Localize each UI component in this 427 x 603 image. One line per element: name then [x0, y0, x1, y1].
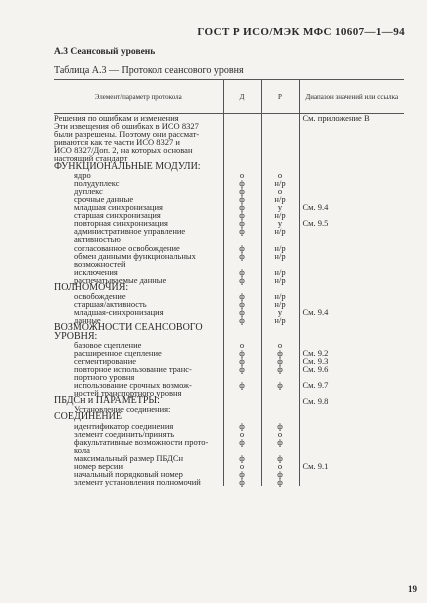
row-d-cell: о	[223, 430, 261, 438]
row-r-cell: о	[261, 341, 299, 349]
row-range-cell: См. 9.4	[299, 308, 404, 316]
row-r-cell: н/р	[261, 195, 299, 203]
row-d-cell	[223, 122, 261, 130]
row-range-cell: См. 9.7	[299, 381, 404, 389]
row-element-cell: начальный порядковый номер	[74, 469, 183, 480]
column-header-r: Р	[261, 80, 299, 114]
row-r-cell	[261, 405, 299, 413]
row-element-cell: Решения по ошибкам и изменения	[54, 113, 179, 123]
row-element-cell: распечатываемые данные	[74, 274, 167, 285]
row-range-cell: См. 9.6	[299, 365, 404, 373]
row-r-cell	[261, 130, 299, 138]
row-r-cell	[261, 324, 299, 332]
row-range-cell	[299, 138, 404, 146]
row-range-cell	[299, 470, 404, 478]
row-r-cell: н/р	[261, 316, 299, 324]
row-element-cell: активностью	[74, 234, 121, 245]
row-r-cell: ф	[261, 381, 299, 389]
row-range-cell	[299, 422, 404, 430]
table-row	[54, 438, 404, 446]
row-element-cell: настоящий стандарт	[54, 153, 128, 164]
row-range-cell	[299, 405, 404, 413]
row-r-cell: о	[261, 187, 299, 195]
row-r-cell	[261, 138, 299, 146]
row-element-cell: ВОЗМОЖНОСТИ СЕАНСОВОГО	[54, 322, 203, 334]
row-r-cell	[261, 146, 299, 154]
row-range-cell	[299, 146, 404, 154]
row-d-cell	[223, 114, 261, 123]
row-d-cell: ф	[223, 219, 261, 227]
protocol-table	[54, 79, 404, 486]
row-d-cell: ф	[223, 316, 261, 324]
row-element-cell: использование срочных возмож-	[74, 380, 192, 391]
row-element-cell: элемент соединить/принять	[74, 428, 175, 439]
row-element-cell: максимальный размер ПБДСн	[74, 452, 184, 463]
row-r-cell: о	[261, 462, 299, 470]
row-d-cell: ф	[223, 211, 261, 219]
row-element-cell: ностей транспортного уровня	[74, 388, 182, 399]
row-element-cell: дуплекс	[74, 185, 103, 196]
row-d-cell: ф	[223, 308, 261, 316]
row-d-cell: о	[223, 341, 261, 349]
row-range-cell: См. 9.1	[299, 462, 404, 470]
row-r-cell: н/р	[261, 300, 299, 308]
row-range-cell	[299, 163, 404, 171]
table-row	[54, 324, 404, 332]
row-r-cell: ф	[261, 454, 299, 462]
row-d-cell: ф	[223, 357, 261, 365]
row-d-cell: ф	[223, 438, 261, 446]
row-d-cell: ф	[223, 381, 261, 389]
row-r-cell: ф	[261, 422, 299, 430]
row-range-cell: См. 9.3	[299, 357, 404, 365]
row-d-cell: о	[223, 171, 261, 179]
row-range-cell	[299, 478, 404, 486]
row-element-cell: повторное использование транс-	[74, 363, 192, 374]
row-d-cell: ф	[223, 422, 261, 430]
row-d-cell	[223, 130, 261, 138]
row-d-cell	[223, 397, 261, 405]
row-d-cell	[223, 405, 261, 413]
row-r-cell	[261, 154, 299, 162]
table-body	[54, 114, 404, 487]
row-element-cell: младшая синхронизация	[74, 202, 163, 213]
row-range-cell	[299, 122, 404, 130]
row-range-cell: См. приложение В	[299, 114, 404, 123]
row-d-cell: ф	[223, 292, 261, 300]
row-element-cell: возможностей	[74, 258, 126, 269]
row-d-cell: ф	[223, 300, 261, 308]
row-r-cell: н/р	[261, 179, 299, 187]
row-element-cell: старшая/активность	[74, 299, 147, 310]
row-element-cell: старшая синхронизация	[74, 210, 161, 221]
row-element-cell: СОЕДИНЕНИЕ	[54, 411, 122, 423]
row-range-cell	[299, 430, 404, 438]
row-d-cell	[223, 138, 261, 146]
row-element-cell: ПОЛНОМОЧИЯ:	[54, 281, 129, 293]
row-r-cell: ф	[261, 470, 299, 478]
row-range-cell: См. 9.2	[299, 349, 404, 357]
row-element-cell: расширенное сцепление	[74, 347, 162, 358]
row-range-cell	[299, 413, 404, 421]
row-element-cell: данные	[74, 315, 101, 326]
section-title: А.3 Сеансовый уровень	[54, 47, 156, 57]
row-r-cell	[261, 122, 299, 130]
row-d-cell: ф	[223, 478, 261, 486]
row-d-cell: ф	[223, 179, 261, 187]
row-r-cell: ф	[261, 478, 299, 486]
row-range-cell	[299, 187, 404, 195]
row-r-cell: н/р	[261, 268, 299, 276]
row-d-cell	[223, 324, 261, 332]
row-r-cell: н/р	[261, 211, 299, 219]
row-d-cell: ф	[223, 187, 261, 195]
row-element-cell: исключения	[74, 266, 118, 277]
row-element-cell: сегментирование	[74, 355, 137, 366]
row-r-cell	[261, 397, 299, 405]
row-element-cell: элемент установления полномочий	[74, 477, 201, 488]
row-element-cell: ФУНКЦИОНАЛЬНЫЕ МОДУЛИ:	[54, 160, 201, 172]
row-range-cell	[299, 438, 404, 446]
row-element-cell: ядро	[74, 169, 91, 180]
row-element-cell: портного уровня	[74, 372, 135, 382]
row-range-cell	[299, 130, 404, 138]
row-element-cell: Эти извещения об ошибках в ИСО 8327	[54, 121, 199, 132]
column-header-element: Элемент/параметр протокола	[54, 80, 223, 114]
row-r-cell: у	[261, 219, 299, 227]
row-d-cell	[223, 389, 261, 397]
row-element-cell: административное управление	[74, 226, 186, 237]
table-row	[54, 163, 404, 171]
document-header: ГОСТ Р ИСО/МЭК МФС 10607—1—94	[197, 26, 405, 38]
row-d-cell: ф	[223, 268, 261, 276]
row-range-cell	[299, 235, 404, 243]
table-caption: Таблица А.3 — Протокол сеансового уровня	[54, 65, 244, 76]
row-r-cell: о	[261, 171, 299, 179]
row-r-cell: н/р	[261, 244, 299, 252]
row-d-cell: ф	[223, 195, 261, 203]
row-d-cell: ф	[223, 244, 261, 252]
row-range-cell	[299, 252, 404, 260]
row-d-cell: ф	[223, 365, 261, 373]
row-element-cell: были разрешены. Поэтому они рассмат-	[54, 129, 200, 140]
row-element-cell: ИСО 8327/Доп. 2, на которых основан	[54, 145, 193, 156]
row-r-cell	[261, 114, 299, 123]
row-range-cell	[299, 260, 404, 268]
row-element-cell: номер версии	[74, 461, 124, 472]
row-range-cell	[299, 227, 404, 235]
row-range-cell	[299, 284, 404, 292]
row-r-cell: ф	[261, 365, 299, 373]
row-r-cell	[261, 389, 299, 397]
row-r-cell: н/р	[261, 252, 299, 260]
row-element-cell: срочные данные	[74, 193, 134, 204]
row-element-cell: риваются как те части ИСО 8327 и	[54, 137, 180, 148]
row-r-cell: у	[261, 203, 299, 211]
row-element-cell: УРОВНЯ:	[54, 330, 98, 342]
row-d-cell: ф	[223, 470, 261, 478]
row-d-cell: ф	[223, 454, 261, 462]
row-d-cell: ф	[223, 227, 261, 235]
row-element-cell: освобождение	[74, 291, 126, 302]
row-d-cell: ф	[223, 203, 261, 211]
row-element-cell: согласованное освобождение	[74, 242, 180, 253]
row-range-cell	[299, 316, 404, 324]
row-range-cell	[299, 292, 404, 300]
column-header-range: Диапазон значений или ссылка	[299, 80, 404, 114]
row-element-cell: Установление соединения:	[74, 404, 171, 415]
row-element-cell: ПБДСн и ПАРАМЕТРЫ:	[54, 395, 160, 407]
row-range-cell	[299, 171, 404, 179]
row-d-cell	[223, 154, 261, 162]
row-r-cell: ф	[261, 438, 299, 446]
row-range-cell: См. 9.4	[299, 203, 404, 211]
row-r-cell: н/р	[261, 276, 299, 284]
table-row	[54, 308, 404, 316]
table-row	[54, 478, 404, 486]
row-range-cell: См. 9.8	[299, 397, 404, 405]
row-range-cell	[299, 179, 404, 187]
row-d-cell: ф	[223, 252, 261, 260]
row-d-cell: ф	[223, 349, 261, 357]
row-r-cell: о	[261, 430, 299, 438]
row-element-cell: повторная синхронизация	[74, 218, 168, 229]
row-r-cell: ф	[261, 349, 299, 357]
row-range-cell	[299, 446, 404, 454]
row-r-cell: н/р	[261, 292, 299, 300]
row-range-cell	[299, 268, 404, 276]
row-range-cell	[299, 333, 404, 341]
table-row	[54, 179, 404, 187]
row-range-cell	[299, 244, 404, 252]
row-element-cell: кола	[74, 444, 90, 455]
row-range-cell	[299, 324, 404, 332]
row-range-cell	[299, 154, 404, 162]
row-d-cell: о	[223, 462, 261, 470]
row-element-cell: идентификатор соединения	[74, 420, 174, 431]
page-number: 19	[408, 584, 417, 594]
row-element-cell: младшая-синхронизация	[74, 307, 164, 318]
row-element-cell: полудуплекс	[74, 177, 120, 188]
row-range-cell: См. 9.5	[299, 219, 404, 227]
row-d-cell	[223, 146, 261, 154]
row-r-cell: н/р	[261, 227, 299, 235]
row-element-cell: базовое сцепление	[74, 339, 142, 350]
row-element-cell: факультативные возможности прото-	[74, 436, 209, 447]
column-header-d: Д	[223, 80, 261, 114]
row-range-cell	[299, 276, 404, 284]
row-r-cell: ф	[261, 357, 299, 365]
row-element-cell: обмен данными функциональных	[74, 250, 196, 261]
row-r-cell: у	[261, 308, 299, 316]
row-d-cell: ф	[223, 276, 261, 284]
table-header-row	[54, 80, 404, 114]
